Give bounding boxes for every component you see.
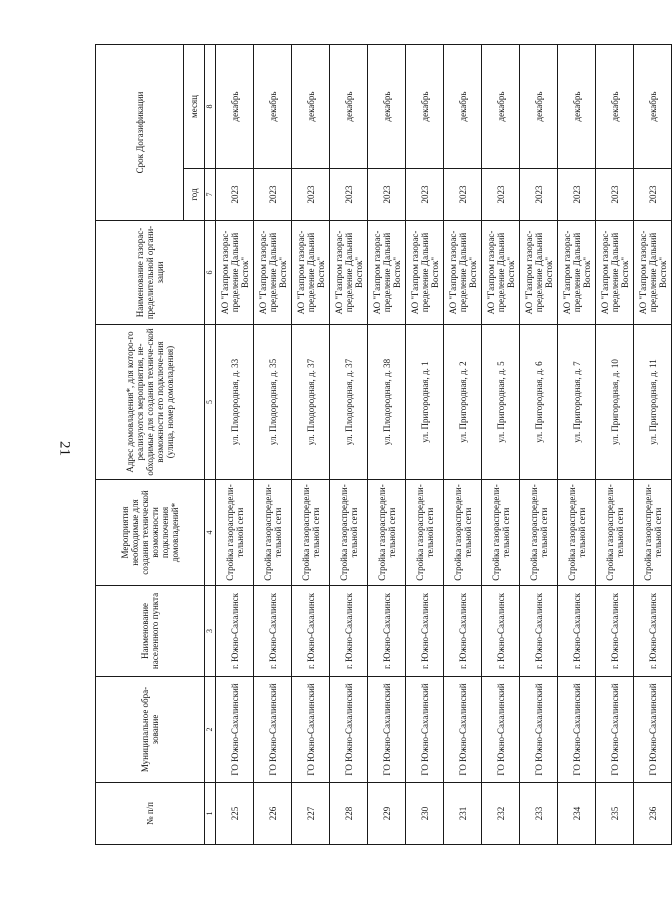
row-settlement: г. Южно-Сахалинск (596, 586, 634, 677)
row-municipality: ГО Южно-Сахалинский (368, 677, 406, 783)
row-settlement: г. Южно-Сахалинск (368, 586, 406, 677)
row-month: декабрь (368, 45, 406, 169)
row-month: декабрь (634, 45, 672, 169)
row-organization: АО "Газпром газорас-пределение Дальний Восток" (330, 221, 368, 325)
row-year: 2023 (634, 169, 672, 221)
column-number: 6 (205, 221, 216, 325)
row-organization: АО "Газпром газорас-пределение Дальний Восток" (444, 221, 482, 325)
row-address: ул. Плодородная, д. 35 (254, 325, 292, 480)
row-number: 233 (520, 783, 558, 845)
row-municipality: ГО Южно-Сахалинский (254, 677, 292, 783)
row-address: ул. Плодородная, д. 33 (216, 325, 254, 480)
row-address: ул. Пригородная, д. 6 (520, 325, 558, 480)
row-address: ул. Пригородная, д. 5 (482, 325, 520, 480)
row-month: декабрь (406, 45, 444, 169)
header-no: № п/п (96, 783, 205, 845)
header-year: год (184, 169, 205, 221)
header-deadline: Срок Догазификации (96, 45, 184, 221)
row-organization: АО "Газпром газорас-пределение Дальний Восток" (406, 221, 444, 325)
row-organization: АО "Газпром газорас-пределение Дальний Восток" (596, 221, 634, 325)
row-month: декабрь (292, 45, 330, 169)
row-address: ул. Пригородная, д. 11 (634, 325, 672, 480)
row-year: 2023 (520, 169, 558, 221)
row-settlement: г. Южно-Сахалинск (444, 586, 482, 677)
row-number: 227 (292, 783, 330, 845)
table-row (292, 45, 330, 845)
column-number: 4 (205, 480, 216, 586)
row-month: декабрь (216, 45, 254, 169)
row-municipality: ГО Южно-Сахалинский (444, 677, 482, 783)
row-municipality: ГО Южно-Сахалинский (292, 677, 330, 783)
row-organization: АО "Газпром газорас-пределение Дальний Восток" (634, 221, 672, 325)
row-measure: Стройка газораспредели-тельной сети (482, 480, 520, 586)
row-municipality: ГО Южно-Сахалинский (330, 677, 368, 783)
header-settlement: Наименование населенного пункта (96, 586, 205, 677)
row-address: ул. Пригородная, д. 1 (406, 325, 444, 480)
header-municipality: Муниципальное обра-зование (96, 677, 205, 783)
row-organization: АО "Газпром газорас-пределение Дальний Восток" (520, 221, 558, 325)
header-row (96, 45, 184, 845)
row-address: ул. Пригородная, д. 10 (596, 325, 634, 480)
row-number: 230 (406, 783, 444, 845)
row-number: 236 (634, 783, 672, 845)
row-organization: АО "Газпром газорас-пределение Дальний Восток" (482, 221, 520, 325)
table-row (406, 45, 444, 845)
column-number: 8 (205, 45, 216, 169)
row-measure: Стройка газораспредели-тельной сети (444, 480, 482, 586)
row-number: 232 (482, 783, 520, 845)
row-number: 225 (216, 783, 254, 845)
row-month: декабрь (254, 45, 292, 169)
row-municipality: ГО Южно-Сахалинский (558, 677, 596, 783)
column-number: 5 (205, 325, 216, 480)
row-measure: Стройка газораспредели-тельной сети (292, 480, 330, 586)
table-row (596, 45, 634, 845)
row-month: декабрь (482, 45, 520, 169)
row-measure: Стройка газораспредели-тельной сети (634, 480, 672, 586)
row-municipality: ГО Южно-Сахалинский (520, 677, 558, 783)
row-municipality: ГО Южно-Сахалинский (406, 677, 444, 783)
table-row (558, 45, 596, 845)
row-municipality: ГО Южно-Сахалинский (634, 677, 672, 783)
row-year: 2023 (596, 169, 634, 221)
row-number: 228 (330, 783, 368, 845)
row-municipality: ГО Южно-Сахалинский (216, 677, 254, 783)
row-number: 229 (368, 783, 406, 845)
row-settlement: г. Южно-Сахалинск (292, 586, 330, 677)
row-settlement: г. Южно-Сахалинск (558, 586, 596, 677)
header-address: Адрес домовладения*, для которо-го реализуются мероприятия, не-обходимые для создания техниче-ской возможности его подключе-ния (улица, номер домовладения) (96, 325, 205, 480)
row-year: 2023 (330, 169, 368, 221)
header-month: месяц (184, 45, 205, 169)
row-municipality: ГО Южно-Сахалинский (596, 677, 634, 783)
gasification-table (95, 44, 672, 845)
row-settlement: г. Южно-Сахалинск (330, 586, 368, 677)
column-number: 1 (205, 783, 216, 845)
row-year: 2023 (254, 169, 292, 221)
row-organization: АО "Газпром газорас-пределение Дальний Восток" (368, 221, 406, 325)
column-number: 2 (205, 677, 216, 783)
row-year: 2023 (406, 169, 444, 221)
table-row (482, 45, 520, 845)
row-year: 2023 (216, 169, 254, 221)
row-month: декабрь (596, 45, 634, 169)
table-row (368, 45, 406, 845)
row-measure: Стройка газораспредели-тельной сети (596, 480, 634, 586)
row-address: ул. Пригородная, д. 7 (558, 325, 596, 480)
column-number: 3 (205, 586, 216, 677)
row-number: 226 (254, 783, 292, 845)
column-number-row (205, 45, 216, 845)
table-row (634, 45, 672, 845)
rotated-table-container (95, 45, 668, 845)
column-number: 7 (205, 169, 216, 221)
row-organization: АО "Газпром газорас-пределение Дальний Восток" (254, 221, 292, 325)
row-year: 2023 (292, 169, 330, 221)
row-organization: АО "Газпром газорас-пределение Дальний Восток" (292, 221, 330, 325)
header-measures: Мероприятия необходимые для создания технической возможности подключения домовладений* (96, 480, 205, 586)
table-row (330, 45, 368, 845)
row-month: декабрь (444, 45, 482, 169)
row-municipality: ГО Южно-Сахалинский (482, 677, 520, 783)
row-measure: Стройка газораспредели-тельной сети (406, 480, 444, 586)
row-settlement: г. Южно-Сахалинск (520, 586, 558, 677)
row-month: декабрь (520, 45, 558, 169)
row-year: 2023 (558, 169, 596, 221)
row-number: 235 (596, 783, 634, 845)
row-number: 231 (444, 783, 482, 845)
row-settlement: г. Южно-Сахалинск (216, 586, 254, 677)
row-measure: Стройка газораспредели-тельной сети (520, 480, 558, 586)
row-organization: АО "Газпром газорас-пределение Дальний Восток" (216, 221, 254, 325)
row-settlement: г. Южно-Сахалинск (406, 586, 444, 677)
row-settlement: г. Южно-Сахалинск (634, 586, 672, 677)
row-address: ул. Плодородная, д. 38 (368, 325, 406, 480)
row-address: ул. Плодородная, д. 37 (292, 325, 330, 480)
row-month: декабрь (558, 45, 596, 169)
page-number: 21 (56, 441, 73, 456)
row-number: 234 (558, 783, 596, 845)
table-row (520, 45, 558, 845)
row-measure: Стройка газораспредели-тельной сети (216, 480, 254, 586)
row-month: декабрь (330, 45, 368, 169)
row-measure: Стройка газораспредели-тельной сети (368, 480, 406, 586)
row-measure: Стройка газораспредели-тельной сети (558, 480, 596, 586)
row-settlement: г. Южно-Сахалинск (254, 586, 292, 677)
row-settlement: г. Южно-Сахалинск (482, 586, 520, 677)
row-address: ул. Плодородная, д. 37 (330, 325, 368, 480)
row-year: 2023 (444, 169, 482, 221)
row-measure: Стройка газораспредели-тельной сети (330, 480, 368, 586)
table-row (444, 45, 482, 845)
row-measure: Стройка газораспредели-тельной сети (254, 480, 292, 586)
row-year: 2023 (368, 169, 406, 221)
header-organization: Наименование газорас-пределительной органи-зации (96, 221, 205, 325)
table-row (216, 45, 254, 845)
row-organization: АО "Газпром газорас-пределение Дальний Восток" (558, 221, 596, 325)
table-row (254, 45, 292, 845)
row-year: 2023 (482, 169, 520, 221)
row-address: ул. Пригородная, д. 2 (444, 325, 482, 480)
